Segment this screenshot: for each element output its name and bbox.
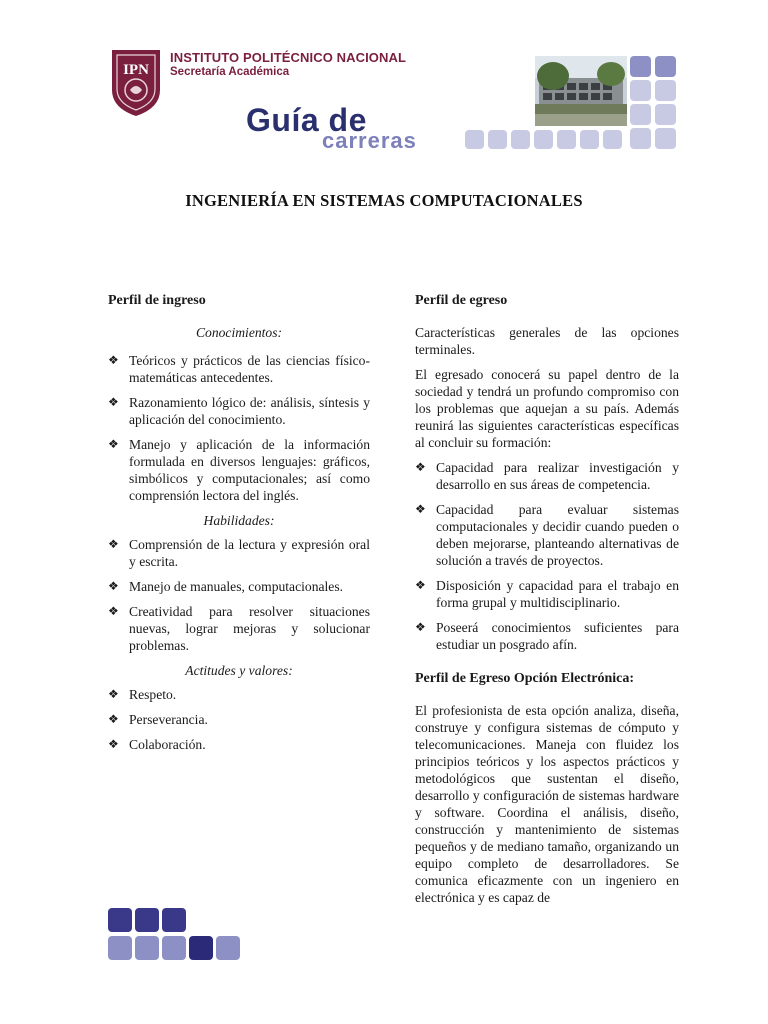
secretariat-name: Secretaría Académica [170, 66, 290, 78]
skills-list [108, 536, 370, 654]
decor-tile [108, 936, 132, 960]
diamond-bullet-icon: ❖ [108, 437, 119, 451]
intro-paragraph: Características generales de las opciones terminales. [415, 325, 679, 357]
diamond-bullet-icon: ❖ [108, 737, 119, 751]
list-item: ❖ Capacidad para realizar investigación y desarrollo en sus áreas de competencia. [415, 460, 679, 492]
page-title: INGENIERÍA EN SISTEMAS COMPUTACIONALES [185, 191, 583, 210]
electronics-option-heading: Perfil de Egreso Opción Electrónica: [415, 671, 635, 686]
decor-tile [655, 56, 676, 77]
electronics-option-paragraph: El profesionista de esta opción analiza, diseña, construye y configura sistemas de cómputo y telecomunicaciones. Maneja con fluidez los principios teóricos y los aspectos prácticos y metodológicos que sustentan el diseño, desarrollo y configuración de sistemas hardware y software. Coordina el análisis, diseño, construcción y mantenimiento de sistemas pequeños y de mediano tamaño, organizando un equipo completo de desarrolladores. Se comunica eficazmente con un ingeniero en electrónica y es capaz de [415, 703, 679, 905]
decor-tile [135, 908, 159, 932]
list-item: ❖ Colaboración. [108, 737, 206, 752]
diamond-bullet-icon: ❖ [108, 537, 119, 551]
left-column [108, 292, 370, 753]
decor-tile [488, 130, 507, 149]
decor-tile [655, 104, 676, 125]
decor-tile [630, 80, 651, 101]
diamond-bullet-icon: ❖ [108, 687, 119, 701]
list-item: ❖ Manejo de manuales, computacionales. [108, 579, 344, 594]
decor-tile [630, 104, 651, 125]
diamond-bullet-icon: ❖ [108, 604, 119, 618]
decor-tile [534, 130, 553, 149]
list-item: ❖ Capacidad para evaluar sistemas computacionales y decidir cuando pueden o deben mejorarse, planteando alternativas de solución a través de proyectos. [415, 502, 679, 568]
right-column [415, 292, 679, 906]
diamond-bullet-icon: ❖ [415, 502, 426, 516]
intake-profile-heading: Perfil de ingreso [108, 293, 206, 308]
diamond-bullet-icon: ❖ [415, 620, 426, 634]
graduate-profile-heading: Perfil de egreso [415, 293, 508, 308]
diamond-bullet-icon: ❖ [108, 712, 119, 726]
diamond-bullet-icon: ❖ [108, 579, 119, 593]
seal-letters: IPN [123, 62, 149, 78]
guide-title-word1: Guía de [246, 102, 367, 138]
list-item: ❖ Comprensión de la lectura y expresión oral y escrita. [108, 537, 370, 569]
decor-tile [465, 130, 484, 149]
diamond-bullet-icon: ❖ [108, 353, 119, 367]
decor-tile [655, 80, 676, 101]
diamond-bullet-icon: ❖ [108, 395, 119, 409]
decor-tile [216, 936, 240, 960]
list-item: ❖ Perseverancia. [108, 712, 208, 727]
ipn-seal-logo [108, 46, 164, 118]
section-label: Habilidades: [203, 513, 275, 528]
decor-tile [162, 908, 186, 932]
diamond-bullet-icon: ❖ [415, 460, 426, 474]
decor-tile [630, 128, 651, 149]
decor-tile [630, 56, 651, 77]
decor-tile [603, 130, 622, 149]
guide-title-word2: carreras [322, 128, 417, 153]
list-item: ❖ Poseerá conocimientos suficientes para estudiar un posgrado afín. [415, 620, 679, 652]
decor-tile [655, 128, 676, 149]
institution-name: INSTITUTO POLITÉCNICO NACIONAL [170, 50, 407, 65]
values-list [108, 686, 370, 753]
decor-tile [557, 130, 576, 149]
intro-paragraph: El egresado conocerá su papel dentro de la sociedad y tendrá un profundo compromiso con los problemas que aquejan a su país. Además reunirá las siguientes características específicas al concluir su formación: [415, 367, 679, 450]
campus-photo [535, 56, 627, 126]
list-item: ❖ Creatividad para resolver situaciones nuevas, lograr mejoras y solucionar problemas. [108, 604, 370, 653]
section-label: Conocimientos: [195, 325, 283, 340]
decor-tile [189, 936, 213, 960]
diamond-bullet-icon: ❖ [415, 578, 426, 592]
decor-tile [162, 936, 186, 960]
decor-tile [511, 130, 530, 149]
decor-tile [108, 908, 132, 932]
section-label: Actitudes y valores: [185, 663, 293, 678]
list-item: ❖ Teóricos y prácticos de las ciencias físico-matemáticas antecedentes. [108, 353, 370, 385]
graduate-traits-list [415, 459, 679, 653]
decor-tile [580, 130, 599, 149]
list-item: ❖ Respeto. [108, 687, 177, 702]
list-item: ❖ Disposición y capacidad para el trabajo en forma grupal y multidisciplinario. [415, 578, 679, 610]
list-item: ❖ Manejo y aplicación de la información formulada en diversos lenguajes: gráficos, simbólicos y computacionales; así como comprensión lectora del inglés. [108, 437, 370, 503]
list-item: ❖ Razonamiento lógico de: análisis, síntesis y aplicación del conocimiento. [108, 395, 370, 427]
knowledge-list [108, 352, 370, 504]
decor-tile [135, 936, 159, 960]
